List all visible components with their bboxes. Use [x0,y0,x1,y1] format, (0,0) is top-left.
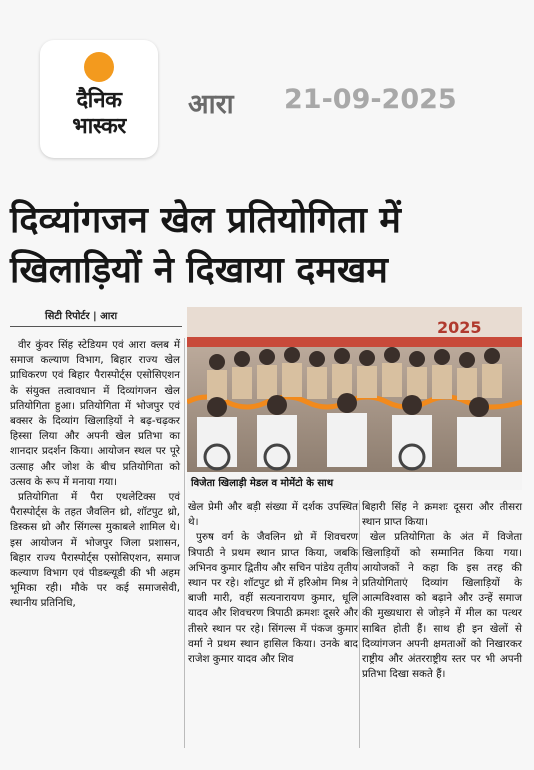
headline-line1: दिव्यांगजन खेल प्रतियोगिता में [10,200,401,241]
paragraph: खेल प्रेमी और बड़ी संख्या में दर्शक उपस्थित थे। [188,501,358,529]
sun-icon [84,52,114,82]
paragraph: प्रतियोगिता में पैरा एथलेटिक्स एवं पैरास्पोर्ट्स के तहत जैवलिन थ्रो, शॉटपुट थ्रो, डिस्कस थ्रो और सिंगल्स मुकाबले शामिल थे। इस आयोजन में भोजपुर जिला प्रशासन, बिहार राज्य पैरास्पोर्ट्स एसोसिएशन, समाज कल्याण विभाग एवं पीडब्ल्यूडी की भी अहम भूमिका रही। मौके पर कई समाजसेवी, स्थानीय प्रतिनिधि, [10,491,180,610]
article-headline [10,196,530,296]
banner-year: 2025 [437,318,482,337]
column-divider [359,500,360,748]
page-header [0,0,534,175]
edition-date: 21-09-2025 [284,84,457,115]
column-divider [184,338,185,748]
article-column-3 [362,500,522,682]
photo-caption: विजेता खिलाड़ी मेडल व मोमेंटो के साथ [187,472,522,490]
byline-divider [10,326,182,327]
logo-text-line1: दैनिक [76,88,122,113]
newspaper-logo [40,40,158,158]
article-column-1 [10,338,180,612]
edition-city: आरा [188,89,234,120]
event-photo-image [187,307,522,472]
article-column-2 [188,500,358,667]
byline: सिटी रिपोर्टर | आरा [45,311,118,322]
paragraph: बिहारी सिंह ने क्रमशः दूसरा और तीसरा स्थान प्राप्त किया। [362,501,522,529]
paragraph: पुरुष वर्ग के जैवलिन थ्रो में शिवचरण त्रिपाठी ने प्रथम स्थान प्राप्त किया, जबकि अभिनव कुमार द्वितीय और सचिन पांडेय तृतीय स्थान पर रहे। शॉटपुट थ्रो में हरिओम मिश्र ने बाजी मारी, वहीं सत्यनारायण कुमार, धूलि यादव और शिवचरण त्रिपाठी क्रमशः दूसरे और तीसरे स्थान पर रहे। सिंगल्स में पंकज कुमार वर्मा ने प्रथम स्थान हासिल किया। उनके बाद राजेश कुमार यादव और शिव [188,531,358,666]
article-photo [187,307,522,472]
paragraph: वीर कुंवर सिंह स्टेडियम एवं आरा क्लब में समाज कल्याण विभाग, बिहार राज्य खेल प्राधिकरण एवं बिहार पैरास्पोर्ट्स एसोसिएशन के संयुक्त तत्वावधान में दिव्यांगजन खेल प्रतियोगिता हुआ। प्रतियोगिता में भोजपुर एवं बक्सर के दिव्यांग खिलाड़ियों ने बढ़-चढ़कर हिस्सा लिया और अपनी खेल प्रतिभा का शानदार प्रदर्शन किया। आयोजन स्थल पर पूरे उत्साह और जोश के बीच प्रतियोगिता को उत्सव के रूप में मनाया गया। [10,339,180,488]
headline-line2: खिलाड़ियों ने दिखाया दमखम [10,250,388,291]
paragraph: खेल प्रतियोगिता के अंत में विजेता खिलाड़ियों को सम्मानित किया गया। आयोजकों ने कहा कि इस तरह की प्रतियोगिताएं दिव्यांग खिलाड़ियों के आत्मविश्वास को बढ़ाने और उन्हें समाज की मुख्यधारा से जोड़ने में मील का पत्थर साबित होती हैं। साथ ही इन खेलों से दिव्यांगजन अपनी क्षमताओं को निखारकर राष्ट्रीय और अंतरराष्ट्रीय स्तर पर भी अपनी प्रतिभा दिखा सकते हैं। [362,531,522,681]
logo-text-line2: भास्कर [72,114,126,139]
